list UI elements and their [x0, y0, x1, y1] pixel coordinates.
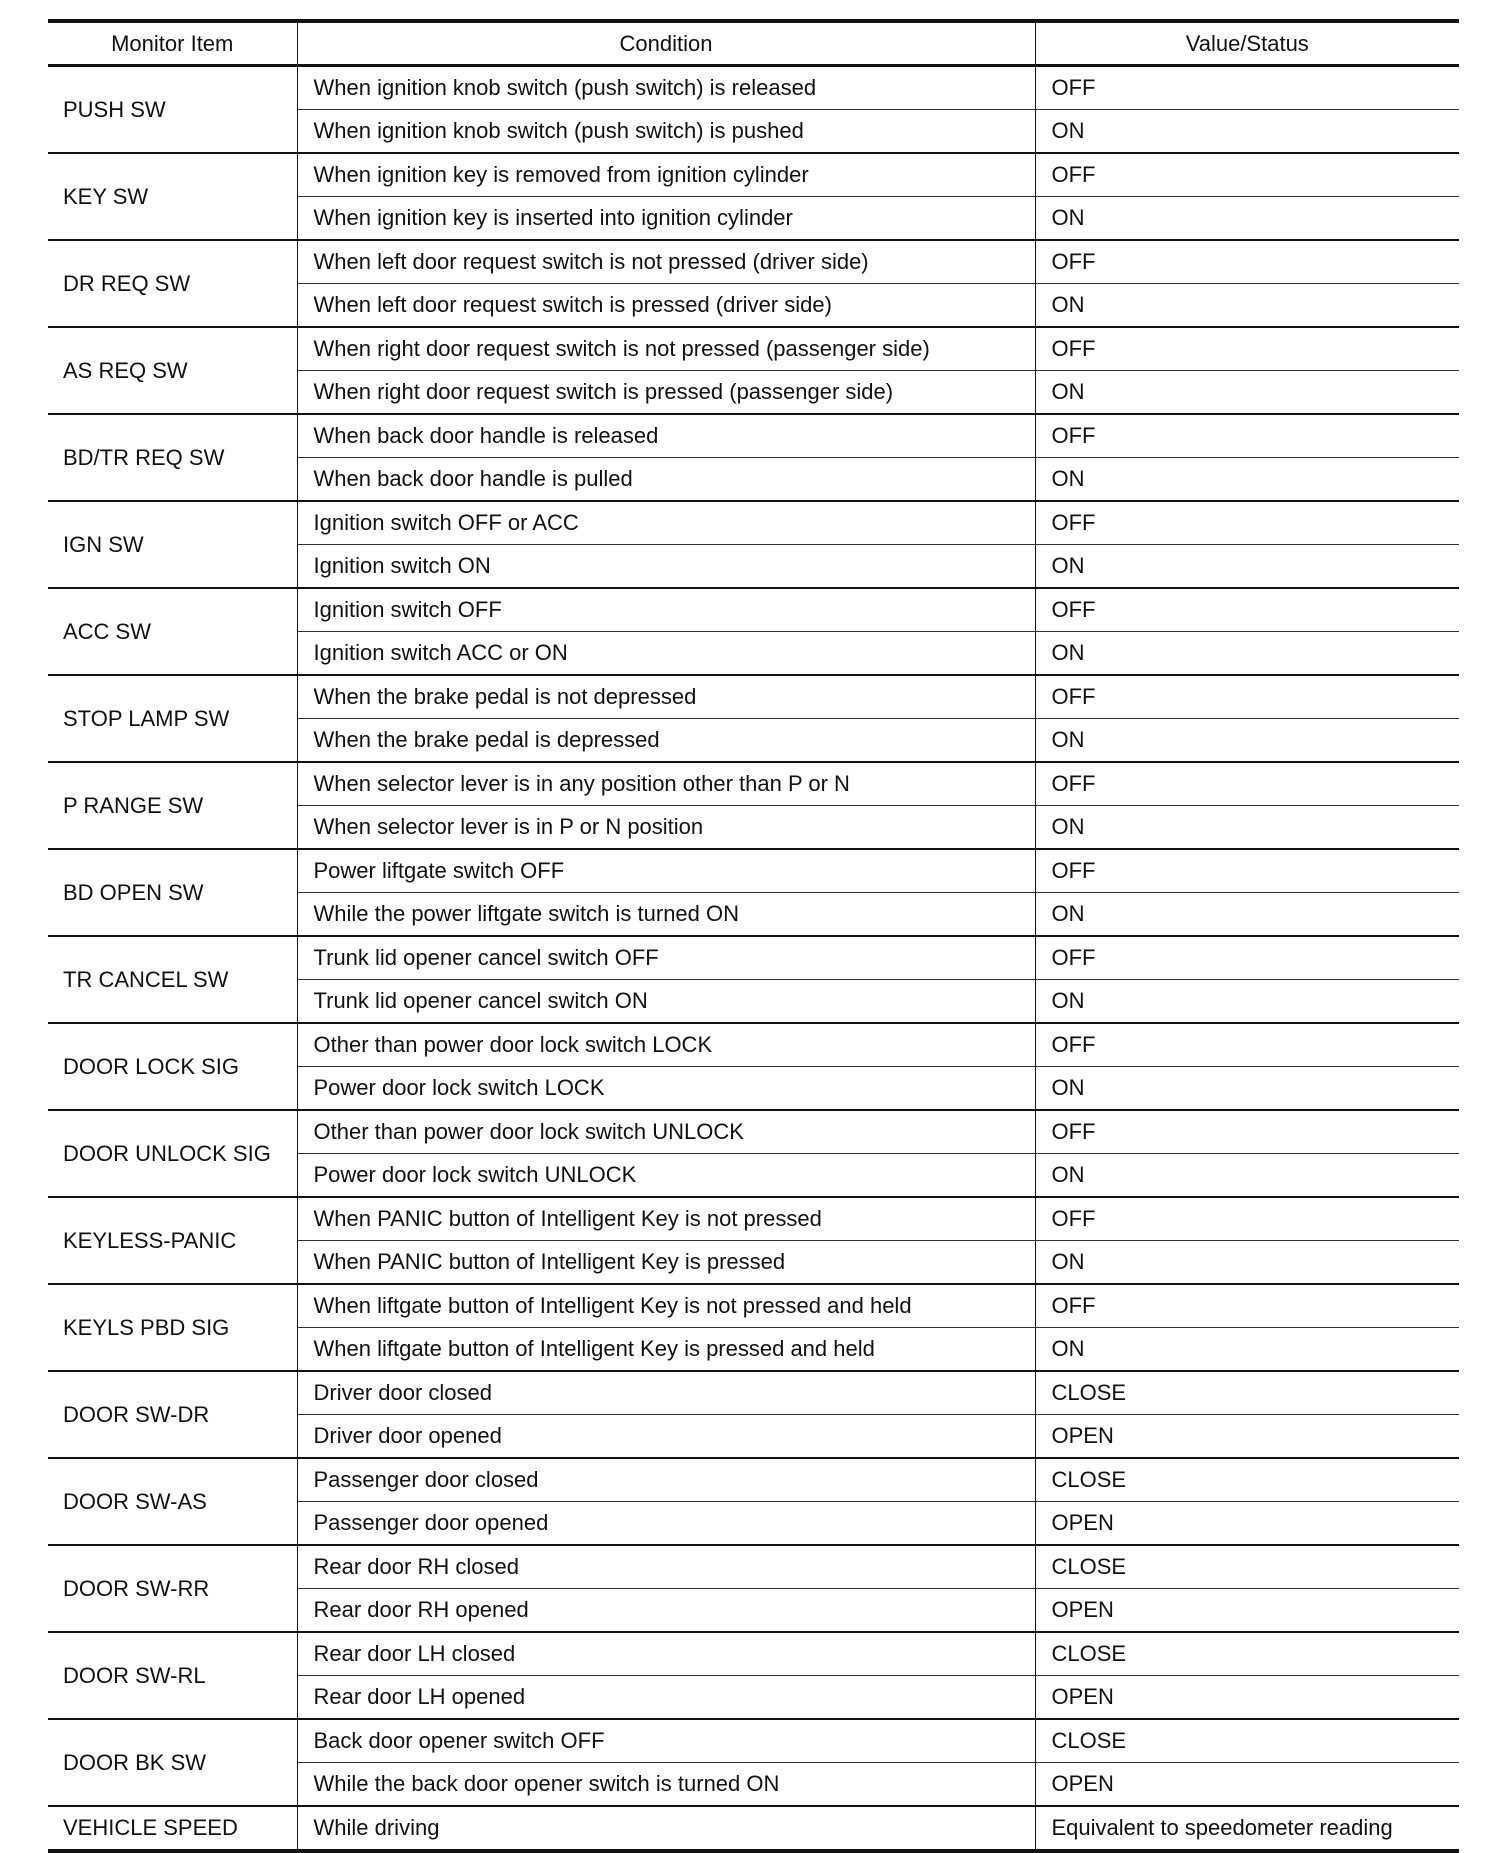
monitor-item-cell: DOOR SW-RR — [48, 1545, 297, 1632]
condition-cell: Passenger door opened — [297, 1502, 1035, 1546]
condition-cell: While the back door opener switch is turned ON — [297, 1763, 1035, 1807]
table-header — [48, 21, 1459, 66]
condition-cell: When ignition knob switch (push switch) is released — [297, 66, 1035, 110]
value-status-cell: OPEN — [1035, 1763, 1459, 1807]
header-condition: Condition — [297, 21, 1035, 66]
value-status-cell: ON — [1035, 371, 1459, 415]
monitor-item-cell: DOOR SW-RL — [48, 1632, 297, 1719]
value-status-cell: OPEN — [1035, 1589, 1459, 1633]
condition-cell: When selector lever is in P or N position — [297, 806, 1035, 850]
table-row — [48, 1632, 1459, 1676]
value-status-cell: ON — [1035, 458, 1459, 502]
monitor-item-cell: VEHICLE SPEED — [48, 1806, 297, 1851]
table-body — [48, 66, 1459, 1852]
condition-cell: Rear door RH closed — [297, 1545, 1035, 1589]
value-status-cell: CLOSE — [1035, 1458, 1459, 1502]
value-status-cell: ON — [1035, 719, 1459, 763]
table-row — [48, 240, 1459, 284]
condition-cell: When ignition knob switch (push switch) is pushed — [297, 110, 1035, 154]
condition-cell: Driver door closed — [297, 1371, 1035, 1415]
value-status-cell: ON — [1035, 197, 1459, 241]
condition-cell: When back door handle is pulled — [297, 458, 1035, 502]
monitor-item-cell: P RANGE SW — [48, 762, 297, 849]
condition-cell: When selector lever is in any position other than P or N — [297, 762, 1035, 806]
table-row — [48, 762, 1459, 806]
value-status-cell: ON — [1035, 1067, 1459, 1111]
value-status-cell: OFF — [1035, 501, 1459, 545]
monitor-item-cell: DOOR SW-DR — [48, 1371, 297, 1458]
condition-cell: When liftgate button of Intelligent Key is not pressed and held — [297, 1284, 1035, 1328]
condition-cell: Rear door RH opened — [297, 1589, 1035, 1633]
monitor-item-cell: DOOR UNLOCK SIG — [48, 1110, 297, 1197]
condition-cell: Power door lock switch UNLOCK — [297, 1154, 1035, 1198]
value-status-cell: OFF — [1035, 849, 1459, 893]
condition-cell: When left door request switch is pressed (driver side) — [297, 284, 1035, 328]
table-row — [48, 1545, 1459, 1589]
value-status-cell: ON — [1035, 806, 1459, 850]
monitor-item-cell: KEY SW — [48, 153, 297, 240]
value-status-cell: ON — [1035, 893, 1459, 937]
value-status-cell: OFF — [1035, 762, 1459, 806]
condition-cell: When right door request switch is pressed (passenger side) — [297, 371, 1035, 415]
condition-cell: When PANIC button of Intelligent Key is pressed — [297, 1241, 1035, 1285]
condition-cell: Trunk lid opener cancel switch OFF — [297, 936, 1035, 980]
condition-cell: When right door request switch is not pressed (passenger side) — [297, 327, 1035, 371]
condition-cell: Driver door opened — [297, 1415, 1035, 1459]
monitor-item-table — [48, 19, 1459, 1853]
condition-cell: Other than power door lock switch LOCK — [297, 1023, 1035, 1067]
value-status-cell: ON — [1035, 545, 1459, 589]
table-row — [48, 501, 1459, 545]
table-row — [48, 588, 1459, 632]
value-status-cell: OPEN — [1035, 1676, 1459, 1720]
condition-cell: Rear door LH opened — [297, 1676, 1035, 1720]
table-row — [48, 1458, 1459, 1502]
monitor-item-cell: PUSH SW — [48, 66, 297, 154]
condition-cell: Ignition switch OFF — [297, 588, 1035, 632]
condition-cell: While driving — [297, 1806, 1035, 1851]
value-status-cell: OFF — [1035, 66, 1459, 110]
table-row — [48, 1806, 1459, 1851]
value-status-cell: CLOSE — [1035, 1719, 1459, 1763]
condition-cell: When liftgate button of Intelligent Key is pressed and held — [297, 1328, 1035, 1372]
condition-cell: When ignition key is removed from ignition cylinder — [297, 153, 1035, 197]
value-status-cell: ON — [1035, 284, 1459, 328]
value-status-cell: OPEN — [1035, 1415, 1459, 1459]
value-status-cell: ON — [1035, 1241, 1459, 1285]
table-row — [48, 1197, 1459, 1241]
monitor-item-cell: AS REQ SW — [48, 327, 297, 414]
value-status-cell: OFF — [1035, 153, 1459, 197]
table-row — [48, 1023, 1459, 1067]
table-row — [48, 66, 1459, 110]
value-status-cell: CLOSE — [1035, 1371, 1459, 1415]
table-row — [48, 1719, 1459, 1763]
condition-cell: When left door request switch is not pressed (driver side) — [297, 240, 1035, 284]
monitor-item-cell: TR CANCEL SW — [48, 936, 297, 1023]
monitor-item-cell: BD/TR REQ SW — [48, 414, 297, 501]
monitor-item-cell: KEYLS PBD SIG — [48, 1284, 297, 1371]
condition-cell: When PANIC button of Intelligent Key is not pressed — [297, 1197, 1035, 1241]
monitor-item-cell: IGN SW — [48, 501, 297, 588]
condition-cell: Ignition switch ACC or ON — [297, 632, 1035, 676]
monitor-item-cell: DOOR SW-AS — [48, 1458, 297, 1545]
value-status-cell: OFF — [1035, 414, 1459, 458]
condition-cell: Passenger door closed — [297, 1458, 1035, 1502]
monitor-item-cell: DR REQ SW — [48, 240, 297, 327]
table-row — [48, 849, 1459, 893]
value-status-cell: OFF — [1035, 240, 1459, 284]
value-status-cell: OFF — [1035, 1110, 1459, 1154]
table-row — [48, 327, 1459, 371]
condition-cell: When back door handle is released — [297, 414, 1035, 458]
table-row — [48, 936, 1459, 980]
condition-cell: While the power liftgate switch is turned ON — [297, 893, 1035, 937]
condition-cell: Back door opener switch OFF — [297, 1719, 1035, 1763]
table-row — [48, 1371, 1459, 1415]
value-status-cell: OFF — [1035, 1023, 1459, 1067]
table-row — [48, 1110, 1459, 1154]
condition-cell: When the brake pedal is depressed — [297, 719, 1035, 763]
condition-cell: When ignition key is inserted into ignition cylinder — [297, 197, 1035, 241]
condition-cell: Other than power door lock switch UNLOCK — [297, 1110, 1035, 1154]
value-status-cell: OFF — [1035, 1284, 1459, 1328]
table-row — [48, 414, 1459, 458]
value-status-cell: OFF — [1035, 1197, 1459, 1241]
table-row — [48, 1284, 1459, 1328]
condition-cell: Ignition switch ON — [297, 545, 1035, 589]
header-row — [48, 21, 1459, 66]
header-value-status: Value/Status — [1035, 21, 1459, 66]
value-status-cell: CLOSE — [1035, 1545, 1459, 1589]
value-status-cell: Equivalent to speedometer reading — [1035, 1806, 1459, 1851]
value-status-cell: OFF — [1035, 588, 1459, 632]
condition-cell: When the brake pedal is not depressed — [297, 675, 1035, 719]
monitor-item-cell: ACC SW — [48, 588, 297, 675]
value-status-cell: ON — [1035, 1154, 1459, 1198]
value-status-cell: OPEN — [1035, 1502, 1459, 1546]
condition-cell: Power door lock switch LOCK — [297, 1067, 1035, 1111]
value-status-cell: OFF — [1035, 327, 1459, 371]
monitor-item-cell: DOOR BK SW — [48, 1719, 297, 1806]
monitor-item-cell: BD OPEN SW — [48, 849, 297, 936]
value-status-cell: ON — [1035, 980, 1459, 1024]
condition-cell: Rear door LH closed — [297, 1632, 1035, 1676]
value-status-cell: CLOSE — [1035, 1632, 1459, 1676]
monitor-item-cell: STOP LAMP SW — [48, 675, 297, 762]
table-row — [48, 675, 1459, 719]
value-status-cell: OFF — [1035, 675, 1459, 719]
condition-cell: Trunk lid opener cancel switch ON — [297, 980, 1035, 1024]
header-monitor-item: Monitor Item — [48, 21, 297, 66]
value-status-cell: ON — [1035, 632, 1459, 676]
table-row — [48, 153, 1459, 197]
monitor-item-cell: DOOR LOCK SIG — [48, 1023, 297, 1110]
condition-cell: Power liftgate switch OFF — [297, 849, 1035, 893]
value-status-cell: ON — [1035, 110, 1459, 154]
value-status-cell: OFF — [1035, 936, 1459, 980]
value-status-cell: ON — [1035, 1328, 1459, 1372]
condition-cell: Ignition switch OFF or ACC — [297, 501, 1035, 545]
monitor-item-cell: KEYLESS-PANIC — [48, 1197, 297, 1284]
